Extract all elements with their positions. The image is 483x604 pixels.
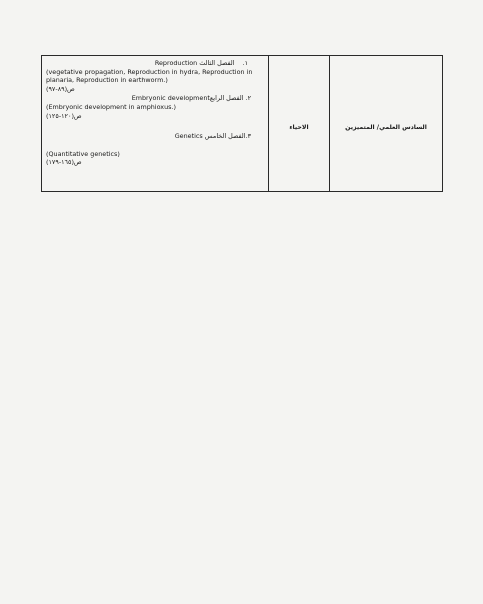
syllabus-table [41,55,443,192]
topic-2-title: Embryonic development [131,94,210,103]
topic-1-chapter: الفصل الثالث [199,59,235,67]
topic-1-heading [46,59,264,68]
topics-cell [42,56,269,192]
topic-3-number: ٣. [245,132,251,141]
topic-2-chapter: الفصل الرابع [209,94,244,103]
topic-3-description: (Quantitative genetics) [46,149,120,158]
grade-cell [330,56,443,192]
table-row [42,56,443,192]
topic-1-pages: ص(٨٩-٩٧) [46,84,75,93]
topic-3-title: Genetics [174,132,203,141]
topic-3-heading [46,132,264,141]
topic-3-chapter: الفصل الخامس [204,132,246,141]
subject-label: الاحياء [289,124,309,131]
grade-label: السادس العلمي/ المتميزين [345,124,427,131]
topic-2-heading [46,94,264,103]
topic-1-title: Reproduction [154,59,198,67]
subject-cell [269,56,330,192]
topic-3-pages: ص(١٦٥-١٧٩) [46,158,82,167]
topic-2-pages: ص(١٢٠-١٢٥) [46,111,82,120]
topic-1-number: ١. [242,59,248,67]
topic-2-number: ٢. [245,94,251,103]
topic-1-description: (vegetative propagation, Reproduction in hydra, Reproduction in planaria, Reproduction in earthworm.) [46,67,253,85]
topic-2-description: (Embryonic development in amphioxus.) [46,102,176,111]
